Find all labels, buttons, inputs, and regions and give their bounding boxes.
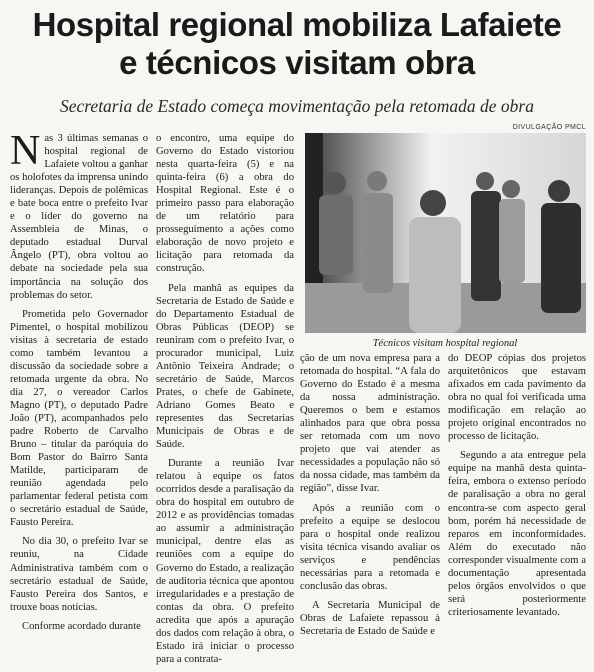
paragraph: A Secretaria Municipal de Obras de Lafaiete repassou à Secretaria de Estado de Saúde e: [300, 599, 440, 637]
photo-illustration: [305, 133, 586, 333]
paragraph: No dia 30, o prefeito Ivar se reuniu, na Cidade Administrativa também com o secretário estadual de Saúde, Fausto Pereira dos Santos, e trouxe boas notícias.: [10, 536, 148, 613]
paragraph: Durante a reunião Ivar relatou à equipe os fatos ocorridos desde a paralisação da obra do hospital em outubro de 2012 e as providências tomadas ao assumir a administração municipal, dentre elas as reuniões com a equipe do Governo do Estado, a realização de auditoria técnica que apontou irregularidades e a prestação de contas da obra. O prefeito acredita que após a apuração dos dados com relação à obra, o Estado irá iniciar o processo para a contrata-: [156, 458, 294, 665]
headline-line-2: e técnicos visitam obra: [119, 44, 475, 81]
paragraph: Pela manhã as equipes da Secretaria de Estado de Saúde e do Departamento Estadual de Obras Públicas (DEOP) se reuniram com o prefeito Ivar, o procurador municipal, Luiz Antônio Teixeira Andrade; o secretário de Saúde, Marcos Prates, o chefe de Gabinete, Adriano Gomes Beato e representes das Secretarias Municipais de Obras e de Saúde.: [156, 282, 294, 451]
news-photo: [305, 133, 586, 333]
paragraph: Conforme acordado durante: [22, 620, 141, 632]
paragraph: ção de um nova empresa para a retomada do hospital. “A fala do Governo do Estado é a mesma da nossa administração. Queremos o bem e estamos alinhados para que obra possa ser retomada com um novo projeto que vai atender as necessidades a população não só da nossa cidade, mas também da região”, disse Ivar.: [300, 353, 440, 495]
headline: [10, 6, 584, 82]
article-column-2: [156, 132, 294, 672]
article-column-1: [10, 128, 148, 639]
photo-credit: DIVULGAÇÃO PMCL: [512, 124, 586, 131]
paragraph: Segundo a ata entregue pela equipe na manhã desta quinta-feira, embora o extenso período de paralisação a obra no geral encontra-se com aspecto geral bom, porém há necessidade de reparos em inconformidades. Além do executado não corresponder visualmente com a documentação apresentada pelos órgãos envolvidos o que será posteriormente criteriosamente levantado.: [448, 450, 586, 618]
paragraph: do DEOP cópias dos projetos arquitetônicos que estavam afixados em cada pavimento da obra no qual foi verificada uma modificação em relação ao projeto original encontrados no processo de licitação.: [448, 353, 586, 443]
paragraph: Prometida pelo Governador Pimentel, o hospital mobilizou visitas à secretaria de estado como também levantou a discussão da sociedade sobre a retomada urgente da obra. No dia 27, o vereador Carlos Magno (PT), o deputado Padre João (PT), acompanhados pelo padre Roberto de Carvalho Bruno – titular da paróquia do Bom Pastor do Bairro Santa Matilde, participaram de reunião agendada pelo parlamentar federal petista com o secretário estadual de Saúde, Fausto Pereira.: [10, 308, 148, 529]
article-column-3: [300, 352, 440, 644]
subheadline: Secretaria de Estado começa movimentação pela retomada de obra: [59, 96, 534, 116]
photo-caption: Técnicos visitam hospital regional: [372, 338, 518, 349]
paragraph: o encontro, uma equipe do Governo do Estado vistoriou nesta quarta-feira (5) e na quinta-feira (6) a obra do Hospital Regional. Este é o primeiro passo para elaboração de um relatório para prosseguimento a ações como elaboração de novo projeto e licitação para retomada da construção.: [156, 133, 294, 275]
drop-cap: N: [10, 128, 41, 174]
paragraph: Após a reunião com o prefeito a equipe se deslocou para o hospital onde realizou visita técnica visando avaliar os serviços e pendências necessárias para a retomada e conclusão das obras.: [300, 502, 440, 592]
article-column-4: [448, 352, 586, 625]
headline-line-1: Hospital regional mobiliza Lafaiete: [32, 6, 562, 43]
paragraph: [10, 128, 148, 302]
paragraph-text: as 3 últimas semanas o hospital regional de Lafaiete voltou a ganhar os holofotes da imprensa unindo lideranças. Depois de polêmicas e bate boca entre o prefeito Ivar e o líder do governo na Assembleia de Minas, o deputado estadual Durval Ângelo (PT), obra voltou ao debate na sociedade pela sua importância na solução dos problemas do setor.: [10, 133, 148, 301]
